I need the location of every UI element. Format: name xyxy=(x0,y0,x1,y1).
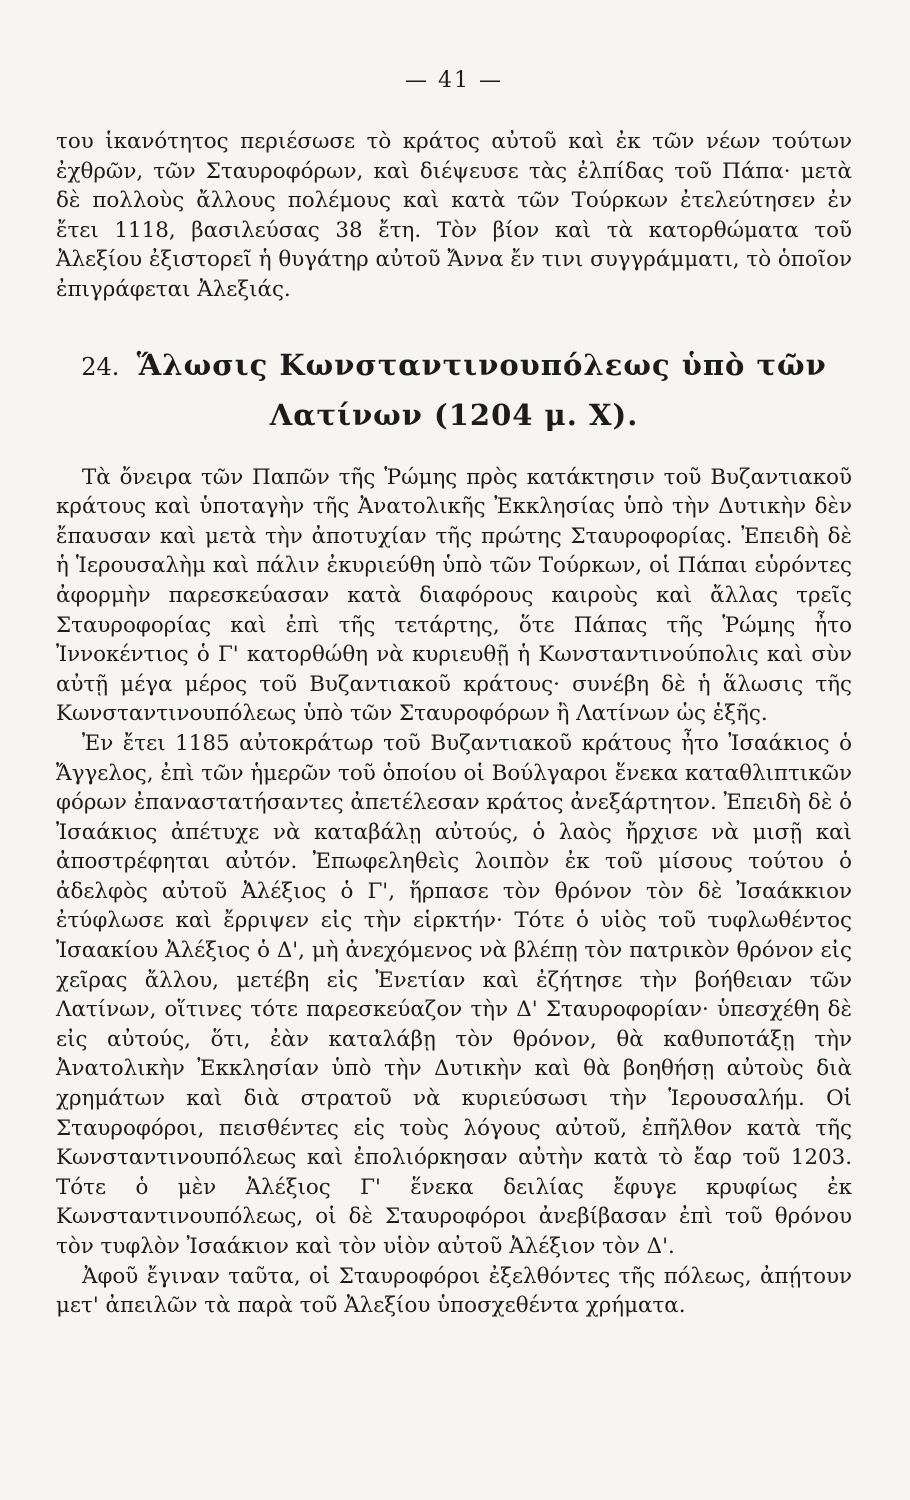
page-number: — 41 — xyxy=(405,68,503,93)
section-number: 24. xyxy=(81,352,120,381)
section-heading-line-1 xyxy=(56,341,852,391)
section-title-part-1: Ἅλωσις Κωνσταντινουπόλεως ὑπὸ τῶν xyxy=(136,347,827,382)
section-heading-line-2 xyxy=(56,391,852,439)
paragraph: Ἀφοῦ ἔγιναν ταῦτα, οἱ Σταυροφόροι ἐξελθόντες τῆς πόλεως, ἀπῄτουν μετ' ἀπειλῶν τὰ παρὰ τοῦ Ἀλεξίου ὑποσχεθέντα χρήματα. xyxy=(56,1263,852,1319)
paragraph: Ἐν ἔτει 1185 αὐτοκράτωρ τοῦ Βυζαντιακοῦ κράτους ἦτο Ἰσαάκιος ὁ Ἄγγελος, ἐπὶ τῶν ἡμερῶν τοῦ ὁποίου οἱ Βούλγαροι ἕνεκα καταθλιπτικῶν φόρων ἐπαναστατήσαντες ἀπετέλεσαν κράτος ἀνεξάρτητον. Ἐπειδὴ δὲ ὁ Ἰσαάκιος ἀπέτυχε νὰ καταβάλῃ αὐτούς, ὁ λαὸς ἤρχισε νὰ μισῇ καὶ ἀποστρέφηται αὐτόν. Ἐπωφεληθεὶς λοιπὸν ἐκ τοῦ μίσους τούτου ὁ ἀδελφὸς αὐτοῦ Ἀλέξιος ὁ Γ', ἥρπασε τὸν θρόνον τὸν δὲ Ἰσαάκκιον ἐτύφλωσε καὶ ἔρριψεν εἰς τὴν εἱρκτήν· Τότε ὁ υἱὸς τοῦ τυφλωθέντος Ἰσαακίου Ἀλέξιος ὁ Δ', μὴ ἀνεχόμενος νὰ βλέπῃ τὸν πατρικὸν θρόνον εἰς χεῖρας ἄλλου, μετέβη εἰς Ἐνετίαν καὶ ἐζήτησε τὴν βοήθειαν τῶν Λατίνων, οἵτινες τότε παρεσκεύαζον τὴν Δ' Σταυροφορίαν· ὑπεσχέθη δὲ εἰς αὐτούς, ὅτι, ἐὰν καταλάβῃ τὸν θρόνον, θὰ καθυποτάξῃ τὴν Ἀνατολικὴν Ἐκκλησίαν ὑπὸ τὴν Δυτικὴν καὶ θὰ βοηθήσῃ αὐτοὺς διὰ χρημάτων καὶ διὰ στρατοῦ νὰ κυριεύσωσι τὴν Ἱερουσαλήμ. Οἱ Σταυροφόροι, πεισθέντες εἰς τοὺς λόγους αὐτοῦ, ἐπῆλθον κατὰ τῆς Κωνσταντινουπόλεως καὶ ἐπολιόρκησαν αὐτὴν κατὰ τὸ ἔαρ τοῦ 1203. Τότε ὁ μὲν Ἀλέξιος Γ' ἕνεκα δειλίας ἔφυγε κρυφίως ἐκ Κωνσταντινουπόλεως, οἱ δὲ Σταυροφόροι ἀνεβίβασαν ἐπὶ τοῦ θρόνου τὸν τυφλὸν Ἰσαάκιον καὶ τὸν υἱὸν αὐτοῦ Ἀλέξιον τὸν Δ'. xyxy=(56,730,852,1259)
section-title-part-2: Λατίνων (1204 μ. Χ). xyxy=(269,397,639,432)
section-heading xyxy=(56,341,852,439)
paragraph-continuation: του ἱκανότητος περιέσωσε τὸ κράτος αὐτοῦ καὶ ἐκ τῶν νέων τούτων ἐχθρῶν, τῶν Σταυροφόρων, καὶ διέψευσε τὰς ἐλπίδας τοῦ Πάπα· μετὰ δὲ πολλοὺς ἄλλους πολέμους καὶ κατὰ τῶν Τούρκων ἐτελεύτησεν ἐν ἔτει 1118, βασιλεύσας 38 ἔτη. Τὸν βίον καὶ τὰ κατορθώματα τοῦ Ἀλεξίου ἐξιστορεῖ ἡ θυγάτηρ αὐτοῦ Ἄννα ἔν τινι συγγράμματι, τὸ ὁποῖον ἐπιγράφεται Ἀλεξιάς. xyxy=(56,129,852,302)
paragraph: Τὰ ὄνειρα τῶν Παπῶν τῆς Ῥώμης πρὸς κατάκτησιν τοῦ Βυζαντιακοῦ κράτους καὶ ὑποταγὴν τῆς Ἀνατολικῆς Ἐκκλησίας ὑπὸ τὴν Δυτικὴν δὲν ἔπαυσαν καὶ μετὰ τὴν ἀποτυχίαν τῆς πρώτης Σταυροφορίας. Ἐπειδὴ δὲ ἡ Ἱερουσαλὴμ καὶ πάλιν ἐκυριεύθη ὑπὸ τῶν Τούρκων, οἱ Πάπαι εὑρόντες ἀφορμὴν παρεσκεύασαν κατὰ διαφόρους καιροὺς καὶ ἄλλας τρεῖς Σταυροφορίας καὶ ἐπὶ τῆς τετάρτης, ὅτε Πάπας τῆς Ῥώμης ἦτο Ἰννοκέντιος ὁ Γ' κατορθώθη νὰ κυριευθῇ ἡ Κωνσταντινούπολις καὶ σὺν αὐτῇ μέγα μέρος τοῦ Βυζαντιακοῦ κράτους· συνέβη δὲ ἡ ἅλωσις τῆς Κωνσταντινουπόλεως ὑπὸ τῶν Σταυροφόρων ἢ Λατίνων ὡς ἑξῆς. xyxy=(56,464,852,727)
